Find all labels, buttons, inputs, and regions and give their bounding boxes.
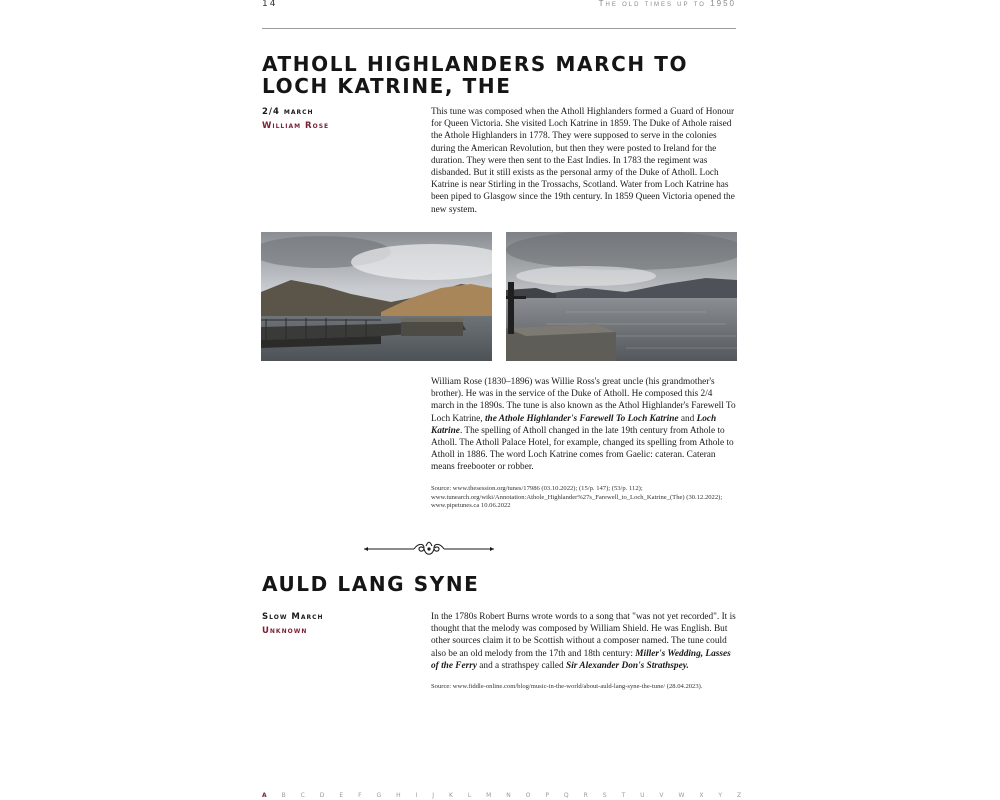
alphabet-letter-f[interactable]: F bbox=[358, 792, 363, 799]
history-text-part-1: William Rose (1830–1896) was Willie Ross's great uncle (his grandmother's brother). He was in the service of the Duke of Atholl. He composed this 2/4 march in the 1890s. The tune is also known as the Athol Highlander's Farewell To Loch Katrine, bbox=[431, 377, 736, 424]
alphabet-letter-o[interactable]: O bbox=[525, 792, 531, 799]
entry-title-auld-lang-syne: AULD LANG SYNE bbox=[262, 572, 480, 596]
alphabet-letter-y[interactable]: Y bbox=[718, 792, 723, 799]
alphabet-index bbox=[262, 792, 742, 799]
header-rule bbox=[262, 28, 736, 29]
entry-composer-atholl: William Rose bbox=[262, 121, 330, 131]
alphabet-letter-p[interactable]: P bbox=[545, 792, 550, 799]
entry-history-atholl bbox=[431, 376, 737, 474]
entry-source-atholl: Source: www.thesession.org/tunes/17986 (03.10.2022); (15/p. 147); (53/p. 112); www.tunearch.org/wiki/Annotation:Athole_Highlander%27s_Farewell_to_Loch_Katrine_(The) (30.12.2022); www.pipetunes.ca 10.06.2022 bbox=[431, 485, 723, 510]
alphabet-letter-q[interactable]: Q bbox=[563, 792, 570, 799]
alphabet-letter-v[interactable]: V bbox=[659, 792, 665, 799]
entry-description-atholl: This tune was composed when the Atholl Highlanders formed a Guard of Honour for Queen Victoria. She visited Loch Katrine in 1859. The Duke of Athole raised the Athole Highlanders in 1778. They were supposed to serve in the colonies during the American Revolution, but then they were posted to Ireland for the duration. They were then sent to the East Indies. In 1783 the regiment was disbanded. But it still exists as the personal army of the Duke of Atholl. Loch Katrine is near Stirling in the Trossachs, Scotland. Water from Loch Katrine has been piped to Glasgow since the 19th century. In 1859 Queen Victoria opened the new system. bbox=[431, 107, 735, 215]
strathspey-title: Sir Alexander Don's Strathspey. bbox=[566, 660, 689, 671]
description-text-part-1: In the 1780s Robert Burns wrote words to a song that "was not yet recorded". It is thought that the melody was composed by William Shield. He was English. But other sources claim it to be Scottish without a composer named. The tune could also be an old melody from the 17th and 18th century: bbox=[431, 612, 736, 659]
alphabet-letter-a[interactable]: A bbox=[262, 792, 268, 799]
entry-composer-auld-lang-syne: Unknown bbox=[262, 626, 308, 636]
alphabet-letter-w[interactable]: W bbox=[678, 792, 685, 799]
alphabet-letter-z[interactable]: Z bbox=[737, 792, 742, 799]
alphabet-letter-d[interactable]: D bbox=[319, 792, 325, 799]
melody-titles: Miller's Wedding, Lasses of the Ferry bbox=[431, 648, 731, 671]
alphabet-letter-e[interactable]: E bbox=[339, 792, 344, 799]
running-head: The old times up to 1950 bbox=[598, 0, 736, 8]
entry-title-atholl: ATHOLL HIGHLANDERS MARCH TO LOCH KATRINE, THE bbox=[262, 52, 689, 98]
section-divider-ornament bbox=[362, 540, 496, 558]
history-text-part-3: . The spelling of Atholl changed in the late 19th century from Athole to Atholl. The Atholl Palace Hotel, for example, changed its spelling from Athole to Atholl in 1886. The word Loch Katrine comes from Gaelic: cateran. Cateran means freebooter or robber. bbox=[431, 425, 734, 473]
alt-title-1: the Athole Highlander's Farewell To Loch Katrine bbox=[484, 413, 679, 424]
alphabet-letter-i[interactable]: I bbox=[415, 792, 418, 799]
description-text-part-2: and a strathspey called bbox=[476, 660, 567, 671]
alphabet-letter-n[interactable]: N bbox=[506, 792, 512, 799]
alphabet-letter-s[interactable]: S bbox=[602, 792, 608, 799]
entry-source-auld-lang-syne: Source: www.fiddle-online.com/blog/music-in-the-world/about-auld-lang-syne-the-tune/ (28.04.2023). bbox=[431, 683, 703, 690]
alphabet-letter-u[interactable]: U bbox=[640, 792, 645, 799]
loch-katrine-lake-photo bbox=[506, 232, 737, 361]
alphabet-letter-m[interactable]: M bbox=[486, 792, 492, 799]
alphabet-letter-k[interactable]: K bbox=[448, 792, 454, 799]
loch-katrine-pier-photo bbox=[261, 232, 492, 361]
alt-title-2: Loch Katrine bbox=[431, 413, 717, 436]
history-text-part-2: and bbox=[678, 413, 697, 424]
alphabet-letter-h[interactable]: H bbox=[396, 792, 402, 799]
page-number: 14 bbox=[262, 0, 278, 9]
alphabet-letter-j[interactable]: J bbox=[432, 792, 435, 799]
alphabet-letter-l[interactable]: L bbox=[467, 792, 472, 799]
alphabet-letter-b[interactable]: B bbox=[281, 792, 287, 799]
alphabet-letter-x[interactable]: X bbox=[699, 792, 704, 799]
alphabet-letter-r[interactable]: R bbox=[583, 792, 589, 799]
alphabet-letter-c[interactable]: C bbox=[300, 792, 306, 799]
entry-type-auld-lang-syne: Slow March bbox=[262, 612, 324, 622]
entry-type-atholl: 2/4 march bbox=[262, 107, 314, 117]
entry-description-auld-lang-syne bbox=[431, 611, 737, 672]
alphabet-letter-t[interactable]: T bbox=[621, 792, 626, 799]
alphabet-letter-g[interactable]: G bbox=[376, 792, 382, 799]
